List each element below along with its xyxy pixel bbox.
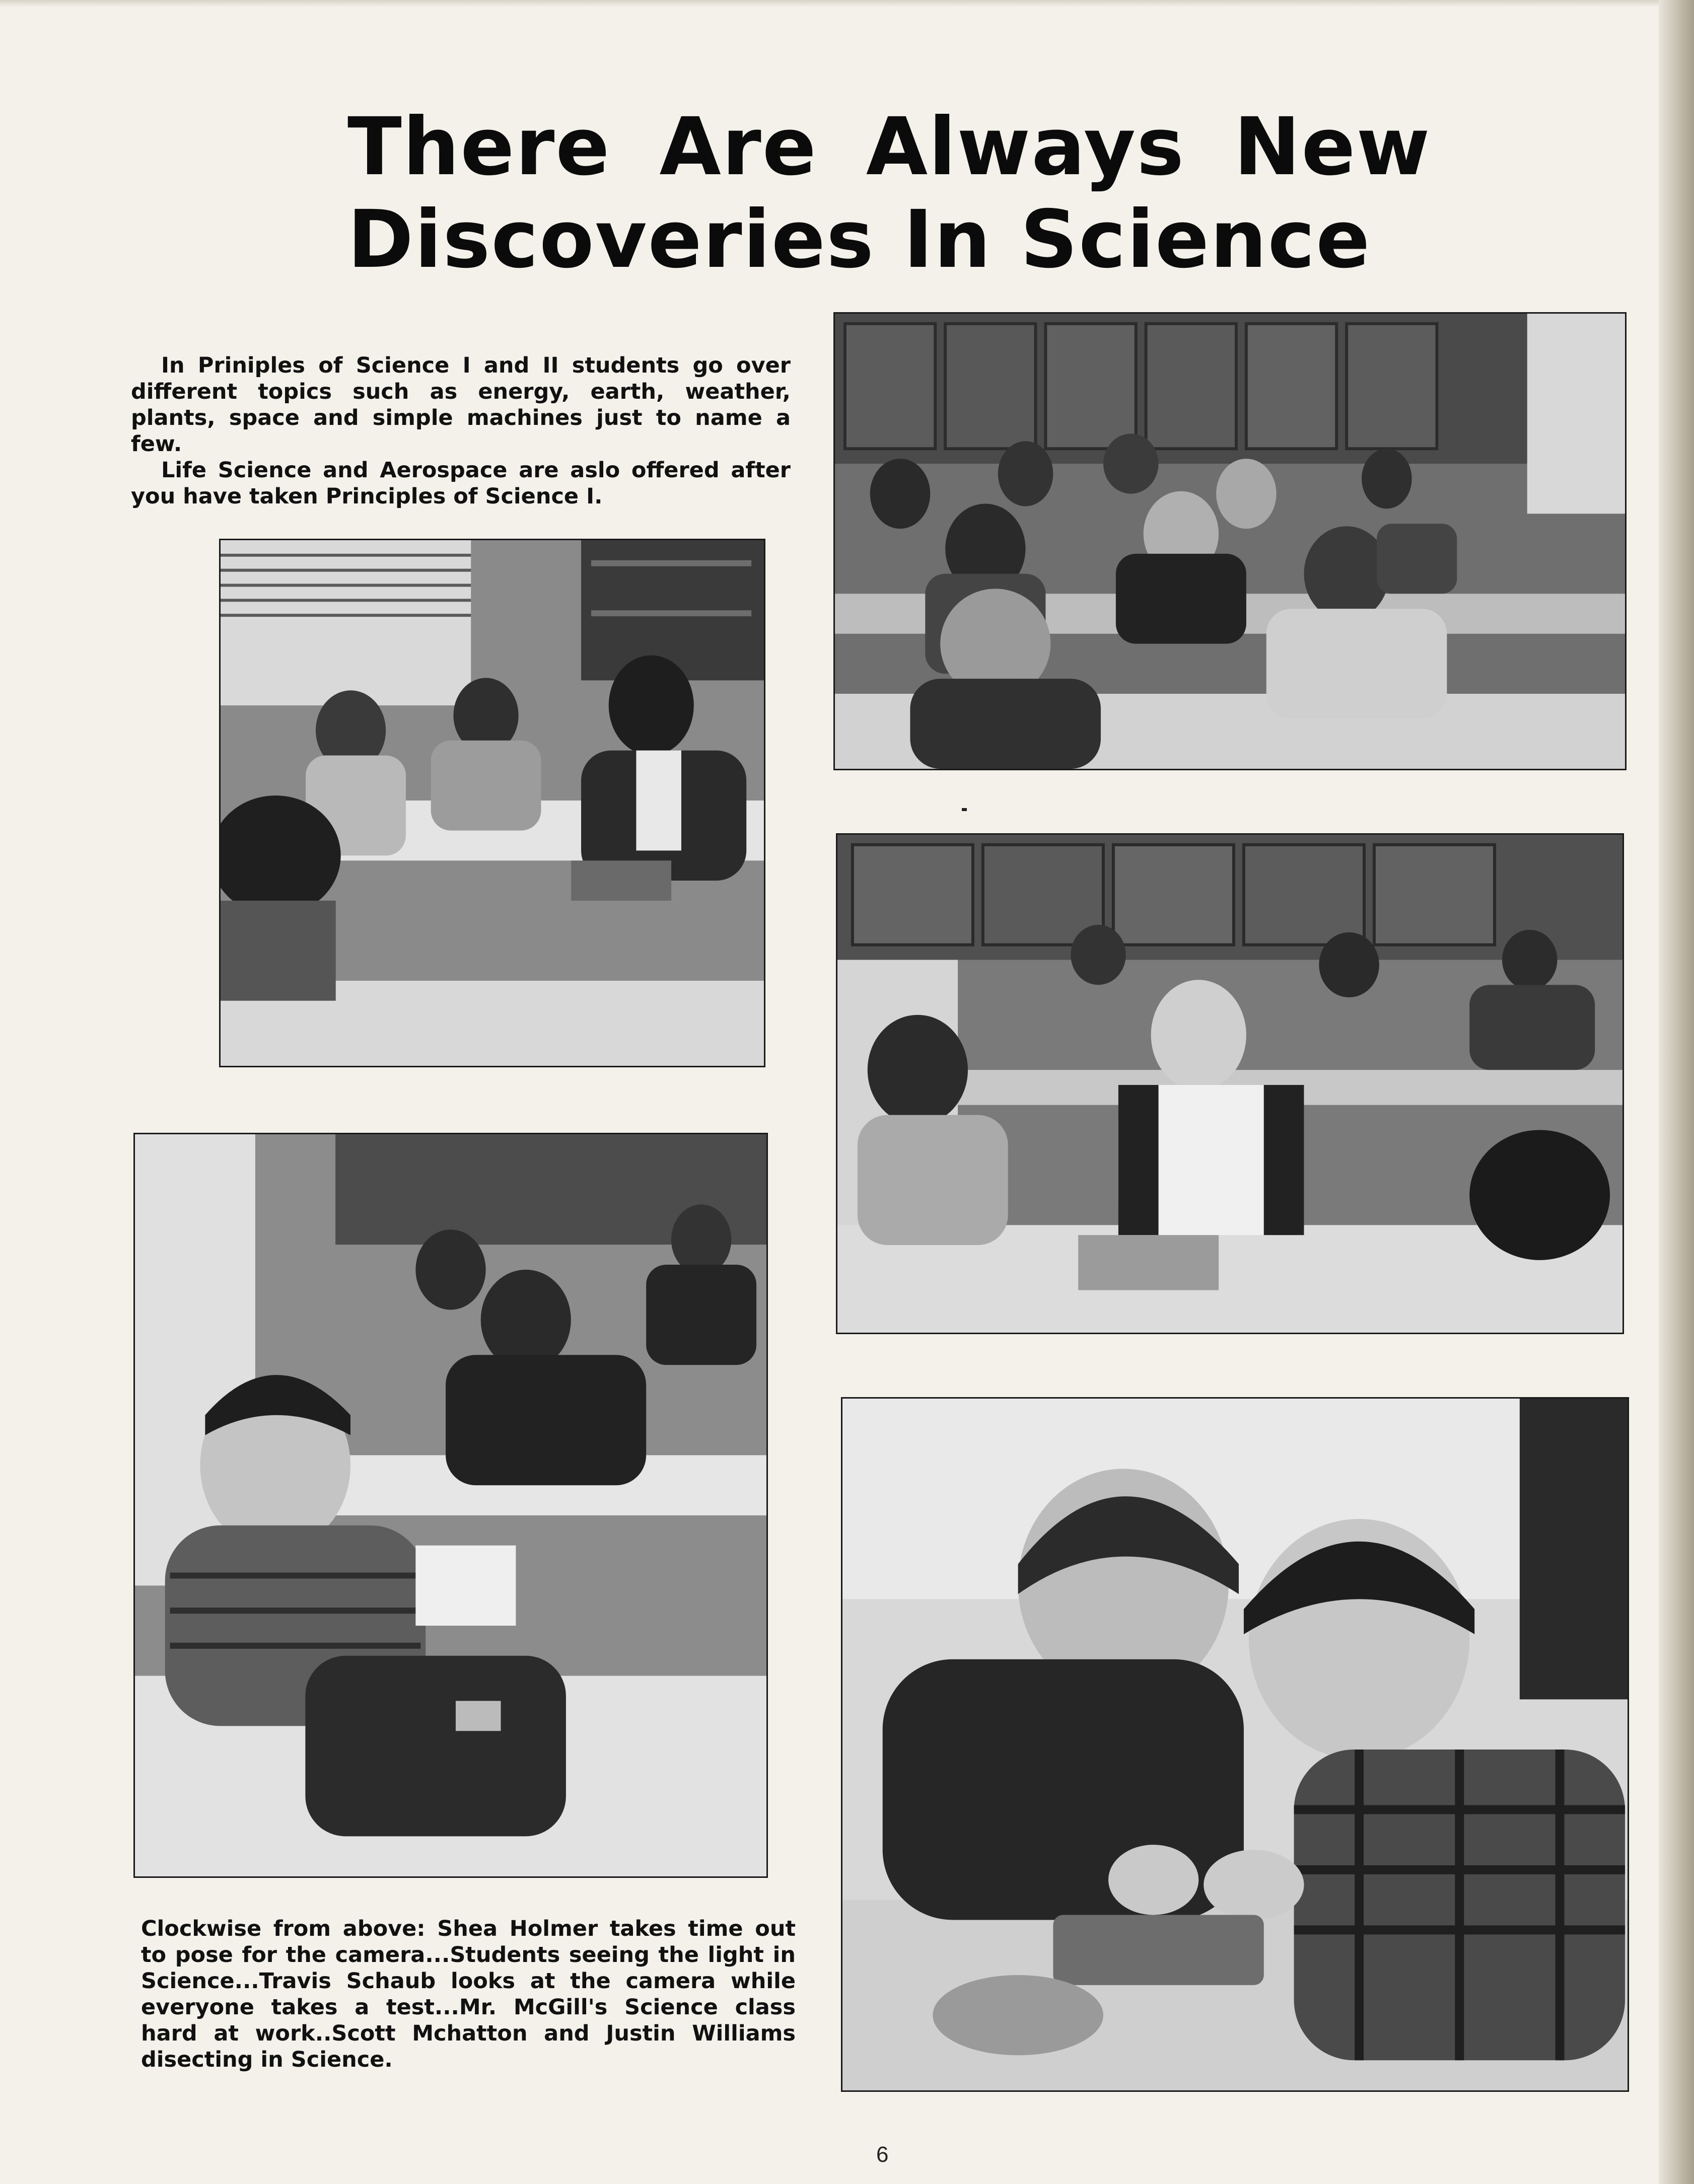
page-number: 6 <box>876 2142 889 2167</box>
title-line-1: There Are Always New <box>347 101 1431 193</box>
page-top-edge <box>0 0 1694 7</box>
title-line-2: Discoveries In Science <box>347 193 1371 286</box>
page-binding-edge <box>1659 0 1694 2184</box>
photo-students-seeing-light <box>836 833 1624 1334</box>
photo-travis-schaub <box>133 1133 768 1878</box>
intro-paragraph-2: Life Science and Aerospace are aslo offered after you have taken Principles of Science I. <box>131 458 791 509</box>
photo-shea-holmer <box>219 539 765 1067</box>
photo-dissecting <box>841 1397 1629 2092</box>
page-title <box>347 101 1506 286</box>
print-speck <box>962 808 967 811</box>
photo-caption: Clockwise from above: Shea Holmer takes time out to pose for the camera...Students seeing the light in Science...Travis Schaub looks at the camera while everyone takes a test...Mr. McGill's Science class hard at work..Scott Mchatton and Justin Williams disecting in Science. <box>141 1916 796 2072</box>
intro-text <box>131 352 791 509</box>
intro-paragraph-1: In Priniples of Science I and II students go over different topics such as energy, earth, weather, plants, space and simple machines just to name a few. <box>131 353 791 457</box>
photo-class-taking-test <box>833 312 1627 770</box>
